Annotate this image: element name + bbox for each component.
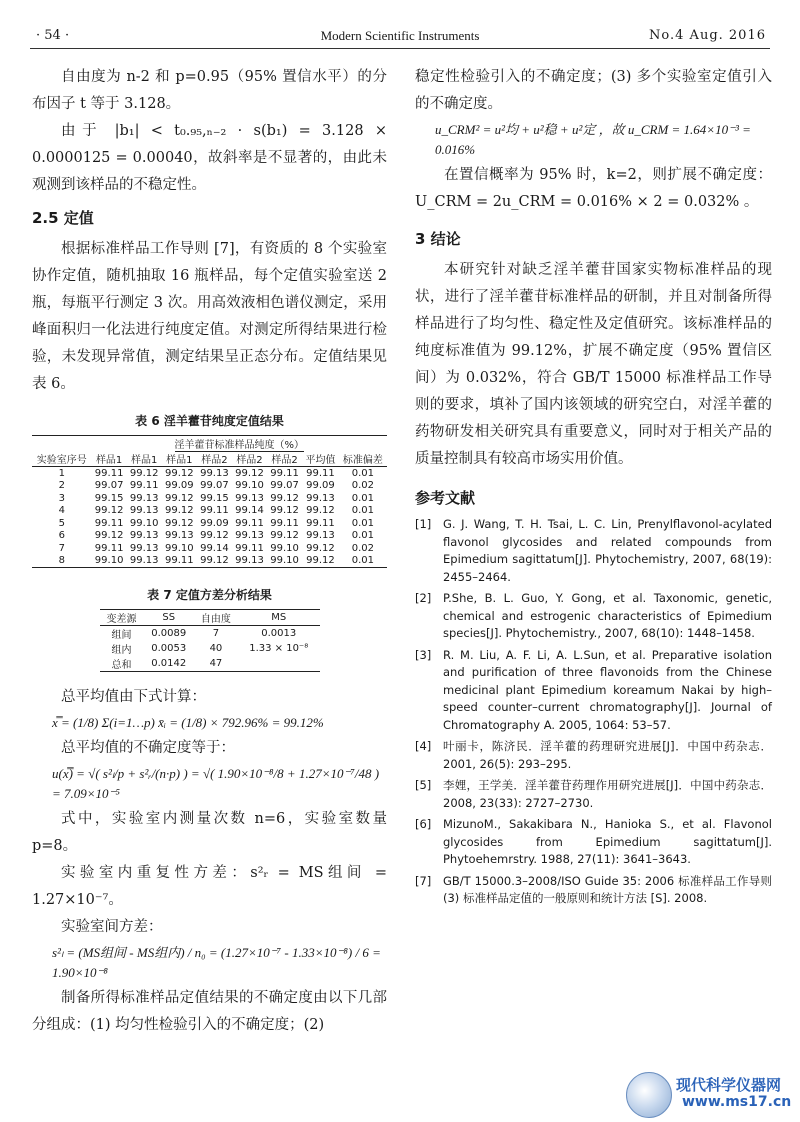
table6-cell: 99.13 (164, 530, 194, 542)
right-column (415, 64, 772, 912)
table6-cell: 2 (58, 480, 65, 492)
table6-column-header: 样品1 (162, 451, 197, 467)
reference-item (415, 816, 772, 869)
reference-number: [5] (415, 778, 432, 792)
table6-cell: 99.10 (92, 555, 127, 568)
paragraph-repeatability: 实验室内重复性方差：s²ᵣ = MS组间 = 1.27×10⁻⁷。 (32, 865, 387, 908)
table6-cell: 99.12 (200, 530, 229, 542)
reference-item (415, 590, 772, 643)
table-row (32, 480, 387, 493)
reference-number: [3] (415, 647, 432, 662)
table6-cell: 0.01 (351, 492, 375, 504)
table6-column-header: 样品1 (127, 451, 162, 467)
table6-cell: 99.10 (164, 542, 194, 554)
table6-cell: 99.12 (270, 505, 299, 517)
table6-cell: 99.12 (164, 517, 194, 529)
logo-site-name: 现代科学仪器网 (676, 1076, 782, 1094)
table6-column-header: 样品2 (197, 451, 232, 467)
table6-cell: 1 (58, 467, 65, 479)
table6-cell: 99.15 (200, 492, 229, 504)
table6-column-header: 标准偏差 (339, 451, 387, 467)
table6-cell: 99.13 (129, 492, 159, 504)
table7-cell: 0.0089 (151, 628, 187, 639)
paragraph-value-assignment: 根据标准样品工作导则 [7]，有资质的 8 个实验室协作定值，随机抽取 16 瓶样品，每个定值实验室送 2 瓶，每瓶平行测定 3 次。用高效液相色谱仪测定，采用峰面积归一化法进行纯度定值。对测定所得结果进行检验，未发现异常值，测定结果呈正态分布。定值结果见表 6。 (32, 241, 387, 392)
table6-column-header: 实验室序号 (32, 451, 92, 467)
paragraph-grand-mean: 总平均值由下式计算： (61, 689, 206, 705)
table6-cell: 3 (58, 492, 65, 504)
table6-cell: 99.11 (200, 505, 229, 517)
table7-cell: 47 (194, 656, 238, 672)
table6-column-header: 平均值 (302, 451, 339, 467)
table7-cell: 0.0053 (151, 643, 187, 654)
table6-cell: 6 (58, 530, 65, 542)
paragraph-distribution-factor: 自由度为 n-2 和 p=0.95（95% 置信水平）的分布因子 t 等于 3.128。 (32, 69, 387, 112)
paragraph-conclusion: 本研究针对缺乏淫羊藿苷国家实物标准样品的现状，进行了淫羊藿苷标准样品的研制，并且对制备所得样品进行了均匀性、稳定性及定值研究。该标准样品的纯度标准值为 99.12%，扩展不确定度（95% 置信区间）为 0.032%，符合 GB/T 15000 标准样品工作导则的要求，填补了国内该领域的研究空白，对淫羊藿的药物研发相关研究具有重要意义，同时对于相关产品的质量控制具有较高市场实用价值。 (415, 262, 772, 467)
table6-cell: 99.12 (302, 555, 339, 568)
table6-cell: 99.13 (235, 492, 264, 504)
table6-cell: 99.11 (235, 517, 264, 529)
paragraph-where: 式中，实验室内测量次数 n=6，实验室数量 p=8。 (32, 811, 387, 854)
table6-cell: 99.11 (129, 480, 159, 492)
reference-list (415, 516, 772, 908)
table6-cell: 99.14 (200, 542, 229, 554)
table6-cell: 99.11 (270, 467, 299, 479)
reference-text: MizunoM., Sakakibara N., Hanioka S., et al. Flavonol glycosides from Epimedium sagittatum[J]. Phytoehemrstry. 1988, 27(11): 3641–3643. (443, 817, 772, 866)
reference-number: [6] (415, 817, 432, 831)
formula-grand-mean: x̿ = (1/8) Σ(i=1…p) x̄ᵢ = (1/8) × 792.96% = 99.12% (52, 715, 324, 730)
table-row (100, 641, 320, 656)
table7-cell: 1.33 × 10⁻⁸ (249, 643, 309, 654)
table7 (100, 609, 320, 672)
reference-text: GB/T 15000.3–2008/ISO Guide 35: 2006 标准样品工作导则 (3) 标准样品定值的一般原则和统计方法 [S]. 2008. (443, 873, 772, 905)
table-row (32, 542, 387, 555)
table6-cell: 7 (58, 542, 65, 554)
reference-text: 李娌，王学美．淫羊藿苷药理作用研究进展[J]．中国中药杂志．2008, 23(33): 2727–2730. (443, 778, 772, 810)
table6-cell: 99.10 (270, 542, 299, 554)
page-number: · 54 · (36, 28, 70, 43)
section-heading-2-5: 2.5 定值 (32, 209, 94, 227)
table6-cell: 0.01 (351, 530, 375, 542)
table6-cell: 99.07 (270, 480, 299, 492)
section-heading-3: 3 结论 (415, 230, 461, 248)
table6-cell: 99.11 (270, 517, 299, 529)
logo-emblem-icon (626, 1072, 672, 1118)
reference-number: [1] (415, 517, 432, 531)
table6-cell: 99.11 (162, 555, 197, 568)
paragraph-between-lab: 实验室间方差： (61, 919, 163, 935)
table6-column-header: 样品2 (267, 451, 302, 467)
table6-cell: 0.01 (339, 555, 387, 568)
reference-number: [4] (415, 739, 432, 753)
table6-cell: 99.12 (164, 505, 194, 517)
reference-item (415, 777, 772, 812)
table6-cell: 8 (32, 555, 92, 568)
table7-cell: 总和 (100, 656, 144, 672)
paragraph-mean-uncertainty: 总平均值的不确定度等于： (61, 740, 235, 756)
table6-cell: 99.12 (270, 530, 299, 542)
table6-cell: 99.12 (94, 530, 124, 542)
table7-column-header: MS (238, 610, 320, 626)
table6-cell: 0.02 (351, 480, 375, 492)
table-row (32, 530, 387, 543)
reference-item (415, 738, 772, 773)
table7-cell: 0.0142 (143, 656, 193, 672)
table6-cell: 0.01 (351, 467, 375, 479)
table6-cell: 4 (58, 505, 65, 517)
table7-column-header: 自由度 (194, 610, 238, 626)
table6-cell: 99.12 (270, 492, 299, 504)
table-row (32, 467, 387, 480)
table6-cell: 99.10 (235, 480, 264, 492)
paragraph-slope-test: 由于 |b₁| < t₀.₉₅,ₙ₋₂ · s(b₁) = 3.128 × 0.0000125 = 0.00040，故斜率是不显著的，由此未观测到该样品的不稳定性。 (32, 123, 387, 193)
table-row (32, 505, 387, 518)
table6-cell: 99.13 (306, 530, 335, 542)
table6-cell: 99.13 (306, 492, 335, 504)
table7-cell: 组间 (111, 630, 132, 641)
table6-cell: 99.10 (267, 555, 302, 568)
paragraph-expanded-uncertainty: 在置信概率为 95% 时，k=2，则扩展不确定度：U_CRM = 2u_CRM = 0.016% × 2 = 0.032% 。 (415, 167, 772, 210)
left-column (32, 64, 387, 1039)
table6-cell: 99.13 (129, 505, 159, 517)
table6-cell: 0.01 (351, 517, 375, 529)
table-row (32, 555, 387, 568)
table6-cell: 99.12 (306, 542, 335, 554)
formula-between-lab-variance: s²ₗ = (MS组间 - MS组内) / n₀ = (1.27×10⁻⁷ - 1.33×10⁻⁸) / 6 = 1.90×10⁻⁸ (52, 945, 381, 980)
table7-cell: 组内 (111, 645, 132, 656)
table6 (32, 435, 387, 568)
table6-cell: 99.09 (164, 480, 194, 492)
table-row (100, 626, 320, 642)
reference-text: G. J. Wang, T. H. Tsai, L. C. Lin, Prenylflavonol-acylated flavonol glycosides and related compounds from Epimedium sagittatum[J]. Phytochemistry, 2007, 68(19): 2455–2464. (443, 517, 772, 584)
table7-cell: 7 (212, 628, 220, 639)
reference-text: 叶丽卡，陈济民．淫羊藿的药理研究进展[J]．中国中药杂志．2001, 26(5): 293–295. (443, 739, 772, 771)
table6-cell: 99.12 (94, 505, 124, 517)
table7-caption: 表 7 定值方差分析结果 (147, 588, 272, 602)
table6-cell: 99.14 (235, 505, 264, 517)
reference-text: R. M. Liu, A. F. Li, A. L.Sun, et al. Preparative isolation and purification of three flavonoids from the Chinese medicinal plant Epimedium koreamum Nakai by high–speed counter–current chromatography[J]. Journal of Chromatography A. 2005, 1064: 53–57. (443, 647, 772, 732)
table-row (32, 517, 387, 530)
table6-group-header: 淫羊藿苷标准样品纯度（%） (92, 436, 387, 452)
table6-cell: 99.13 (200, 467, 229, 479)
paragraph-uncertainty-components: 制备所得标准样品定值结果的不确定度由以下几部分组成：(1) 均匀性检验引入的不确定度；(2) (32, 990, 387, 1033)
table-row (32, 492, 387, 505)
table7-cell (238, 656, 320, 672)
reference-item (415, 873, 772, 908)
table6-cell: 99.11 (235, 542, 264, 554)
table6-cell: 99.07 (94, 480, 124, 492)
table6-cell: 99.12 (164, 492, 194, 504)
table6-cell: 99.07 (200, 480, 229, 492)
formula-combined-uncertainty: u_CRM² = u²均 + u²稳 + u²定 ，故 u_CRM = 1.64×10⁻³ = 0.016% (435, 122, 751, 157)
table-row (100, 656, 320, 672)
table6-column-header: 样品2 (232, 451, 267, 467)
table7-column-header: SS (143, 610, 193, 626)
table6-cell: 0.02 (351, 542, 375, 554)
table6-cell: 99.12 (306, 505, 335, 517)
table6-cell: 99.12 (129, 467, 159, 479)
site-logo (626, 1070, 794, 1116)
table7-cell: 40 (209, 643, 223, 654)
table6-column-header: 样品1 (92, 451, 127, 467)
table6-cell: 99.12 (235, 467, 264, 479)
table6-cell: 0.01 (351, 505, 375, 517)
journal-name: Modern Scientific Instruments (320, 28, 480, 43)
table6-cell: 99.09 (200, 517, 229, 529)
table6-cell: 99.09 (306, 480, 335, 492)
formula-mean-uncertainty: u(x̿) = √( s²ₗ/p + s²ᵣ/(n·p) ) = √( 1.90×10⁻⁸/8 + 1.27×10⁻⁷/48 ) = 7.09×10⁻⁵ (52, 766, 380, 801)
table7-column-header: 变差源 (100, 610, 144, 626)
table6-cell: 99.11 (94, 517, 124, 529)
reference-number: [7] (415, 873, 432, 888)
table7-cell: 0.0013 (261, 628, 297, 639)
table6-cell: 99.13 (129, 542, 159, 554)
table6-cell: 5 (58, 517, 65, 529)
table6-cell: 99.15 (94, 492, 124, 504)
logo-site-url: www.ms17.cn (682, 1094, 792, 1110)
table6-cell: 99.13 (235, 530, 264, 542)
table6-cell: 99.11 (306, 517, 335, 529)
table6-cell: 99.12 (197, 555, 232, 568)
reference-number: [2] (415, 591, 432, 605)
paragraph-uncertainty-continued: 稳定性检验引入的不确定度；(3) 多个实验室定值引入的不确定度。 (415, 69, 772, 112)
table6-cell: 99.11 (306, 467, 335, 479)
references-heading: 参考文献 (415, 489, 476, 507)
running-header (30, 26, 770, 49)
reference-text: P.She, B. L. Guo, Y. Gong, et al. Taxonomic, genetic, chemical and estrogenic characteristics of Epimedium species[J]. Phytochemistry., 2007, 68(10): 1448–1458. (443, 591, 772, 640)
table6-cell: 99.13 (127, 555, 162, 568)
table6-cell: 99.12 (164, 467, 194, 479)
table6-cell: 99.11 (94, 542, 124, 554)
table6-cell: 99.13 (232, 555, 267, 568)
table6-cell: 99.13 (129, 530, 159, 542)
table6-cell: 99.10 (129, 517, 159, 529)
table6-cell: 99.11 (94, 467, 124, 479)
reference-item (415, 516, 772, 586)
reference-item (415, 647, 772, 735)
table6-caption: 表 6 淫羊藿苷纯度定值结果 (135, 414, 284, 428)
issue-info: No.4 Aug. 2016 (649, 28, 766, 43)
